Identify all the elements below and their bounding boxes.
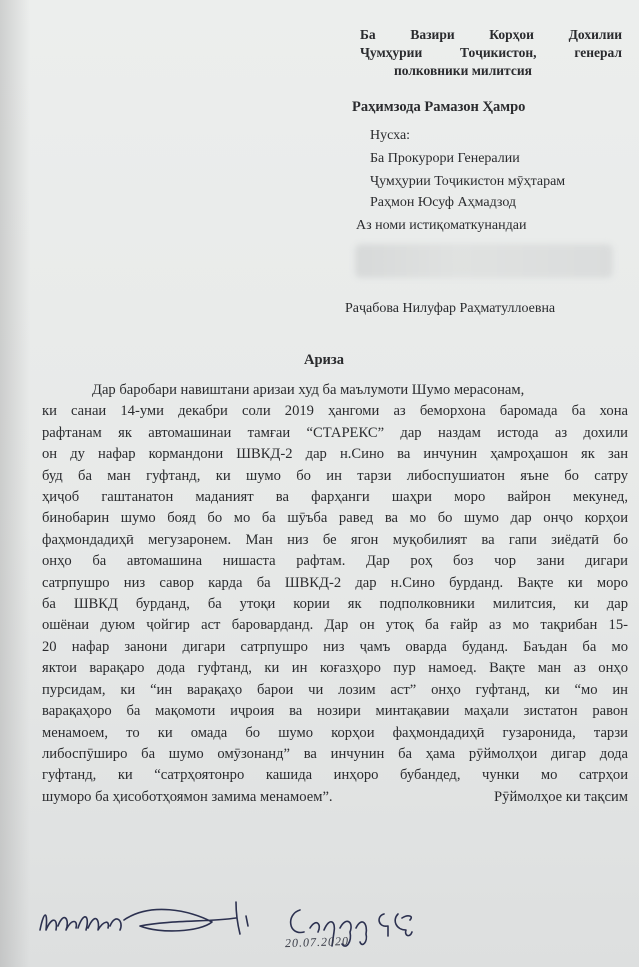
addressee-line-3: полковники милитсия xyxy=(394,63,532,78)
body-line: варақаҳоро ба мақомоти иҷроия ва нозири минтақавии маҳали зистатон равон xyxy=(42,703,628,720)
body-line: пурсидам, ки “ин варақаҳо барои чи лозим аст” онҳо гуфтанд, ки “мо ин xyxy=(42,681,628,698)
copy-block xyxy=(370,124,565,214)
body-line: гуфтанд, ки “сатрҳоятонро кашида инҳоро бубандед, чунки мо сатрҳои xyxy=(42,767,628,784)
body-line: менамоем, то ки омада бо шумо корҳои фаҳмондадиҳӣ гузаронида, тарзи xyxy=(42,724,628,741)
body-line: буд ба ман гуфтанд, ки шумо бо ин тарзи либоспушиатон яъне бо сатру xyxy=(42,467,628,484)
document-title: Ариза xyxy=(304,352,344,368)
body-line: Дар баробари навиштани аризаи худ ба маълумоти Шумо мерасонам, xyxy=(92,382,525,398)
body-line: фаҳмондадиҳӣ мегузаронем. Ман низ бе ягон муқобилият ва гапи зиёдатӣ бо xyxy=(42,531,628,548)
signature-stroke xyxy=(40,915,121,930)
body-line: онҳо ба автомашина нишаста рафтам. Дар роҳ боз чор зани дигари xyxy=(42,553,628,570)
body-last-line xyxy=(42,787,628,808)
body-line: либоспӯширо ба шумо омӯзонанд” ва инчунин ба ҳама рӯймолҳои дигар дода xyxy=(42,745,628,762)
body-line: сатрпушро низ савор карда ба ШВКД-2 дар н.Сино бурданд. Вақте ки моро xyxy=(42,574,628,591)
page-shadow xyxy=(0,0,30,967)
redacted-address xyxy=(355,244,613,278)
copy-label: Нусха: xyxy=(370,128,411,143)
body-line: рафтанам як автомашинаи тамғаи “СТАРЕКС” дар наздам истода аз дохили xyxy=(42,424,628,441)
copy-line-2: Ҷумҳурии Тоҷикистон мӯҳтарам xyxy=(370,174,566,189)
address-block xyxy=(352,26,622,115)
body-line: бинобарин шумо бояд бо мо ба шӯъба равед ва мо бо шумо дар онҷо корҳои xyxy=(42,510,628,527)
addressee-line-2: Ҷумҳурии Тоҷикистон, генерал xyxy=(360,45,622,60)
body-line: он ду нафар кормандони ШВКД-2 дар н.Сино ва инчунин ҳамроҳашон як зан xyxy=(42,446,628,463)
body-line: ба ШВКД бурданд, ба утоқи кории як подполковники милитсия, ки дар xyxy=(42,596,628,613)
from-label: Аз номи истиқоматкунандаи xyxy=(356,218,527,233)
document-body xyxy=(42,380,628,808)
body-line: 20 нафар занони дигари сатрпушро низ ҷамъ оварда буданд. Баъдан ба мо xyxy=(42,638,628,655)
addressee-name: Раҳимзода Рамазон Ҳамро xyxy=(352,99,526,115)
body-line: яктои варақаро дода гуфтанд, ки ин коғазҳоро пур намоед. Вақте ман аз онҳо xyxy=(42,660,628,677)
signature-stroke xyxy=(124,909,236,930)
signature-area xyxy=(0,880,639,967)
body-line: ошёнаи дуюм ҷойгир аст бароварданд. Дар он утоқ ба ғайр аз мо тақрибан 15- xyxy=(42,617,628,634)
handwritten-signatures xyxy=(0,880,639,967)
copy-line-1: Ба Прокурори Генералии xyxy=(370,151,520,166)
signature-date: 20.07.2020 xyxy=(284,933,350,951)
copy-line-3: Раҳмон Юсуф Аҳмадзод xyxy=(370,195,517,210)
body-line: ки санаи 14-уми декабри соли 2019 ҳангоми аз беморхона баромада ба хона xyxy=(42,403,628,420)
signature-stroke xyxy=(236,902,248,934)
signature-stroke xyxy=(379,914,412,936)
body-line: ҳиҷоб гаштанатон маданият ва фарҳанги шаҳри моро вайрон мекунед, xyxy=(42,489,628,506)
body-line: Рӯймолҳое ки тақсим xyxy=(494,788,628,805)
author-name: Раҷабова Нилуфар Раҳматуллоевна xyxy=(345,301,556,316)
body-line: шуморо ба ҳисоботҳоямон замима менамоем”. xyxy=(42,788,333,805)
addressee-line-1: Ба Вазири Корҳои Дохилии xyxy=(360,27,622,42)
